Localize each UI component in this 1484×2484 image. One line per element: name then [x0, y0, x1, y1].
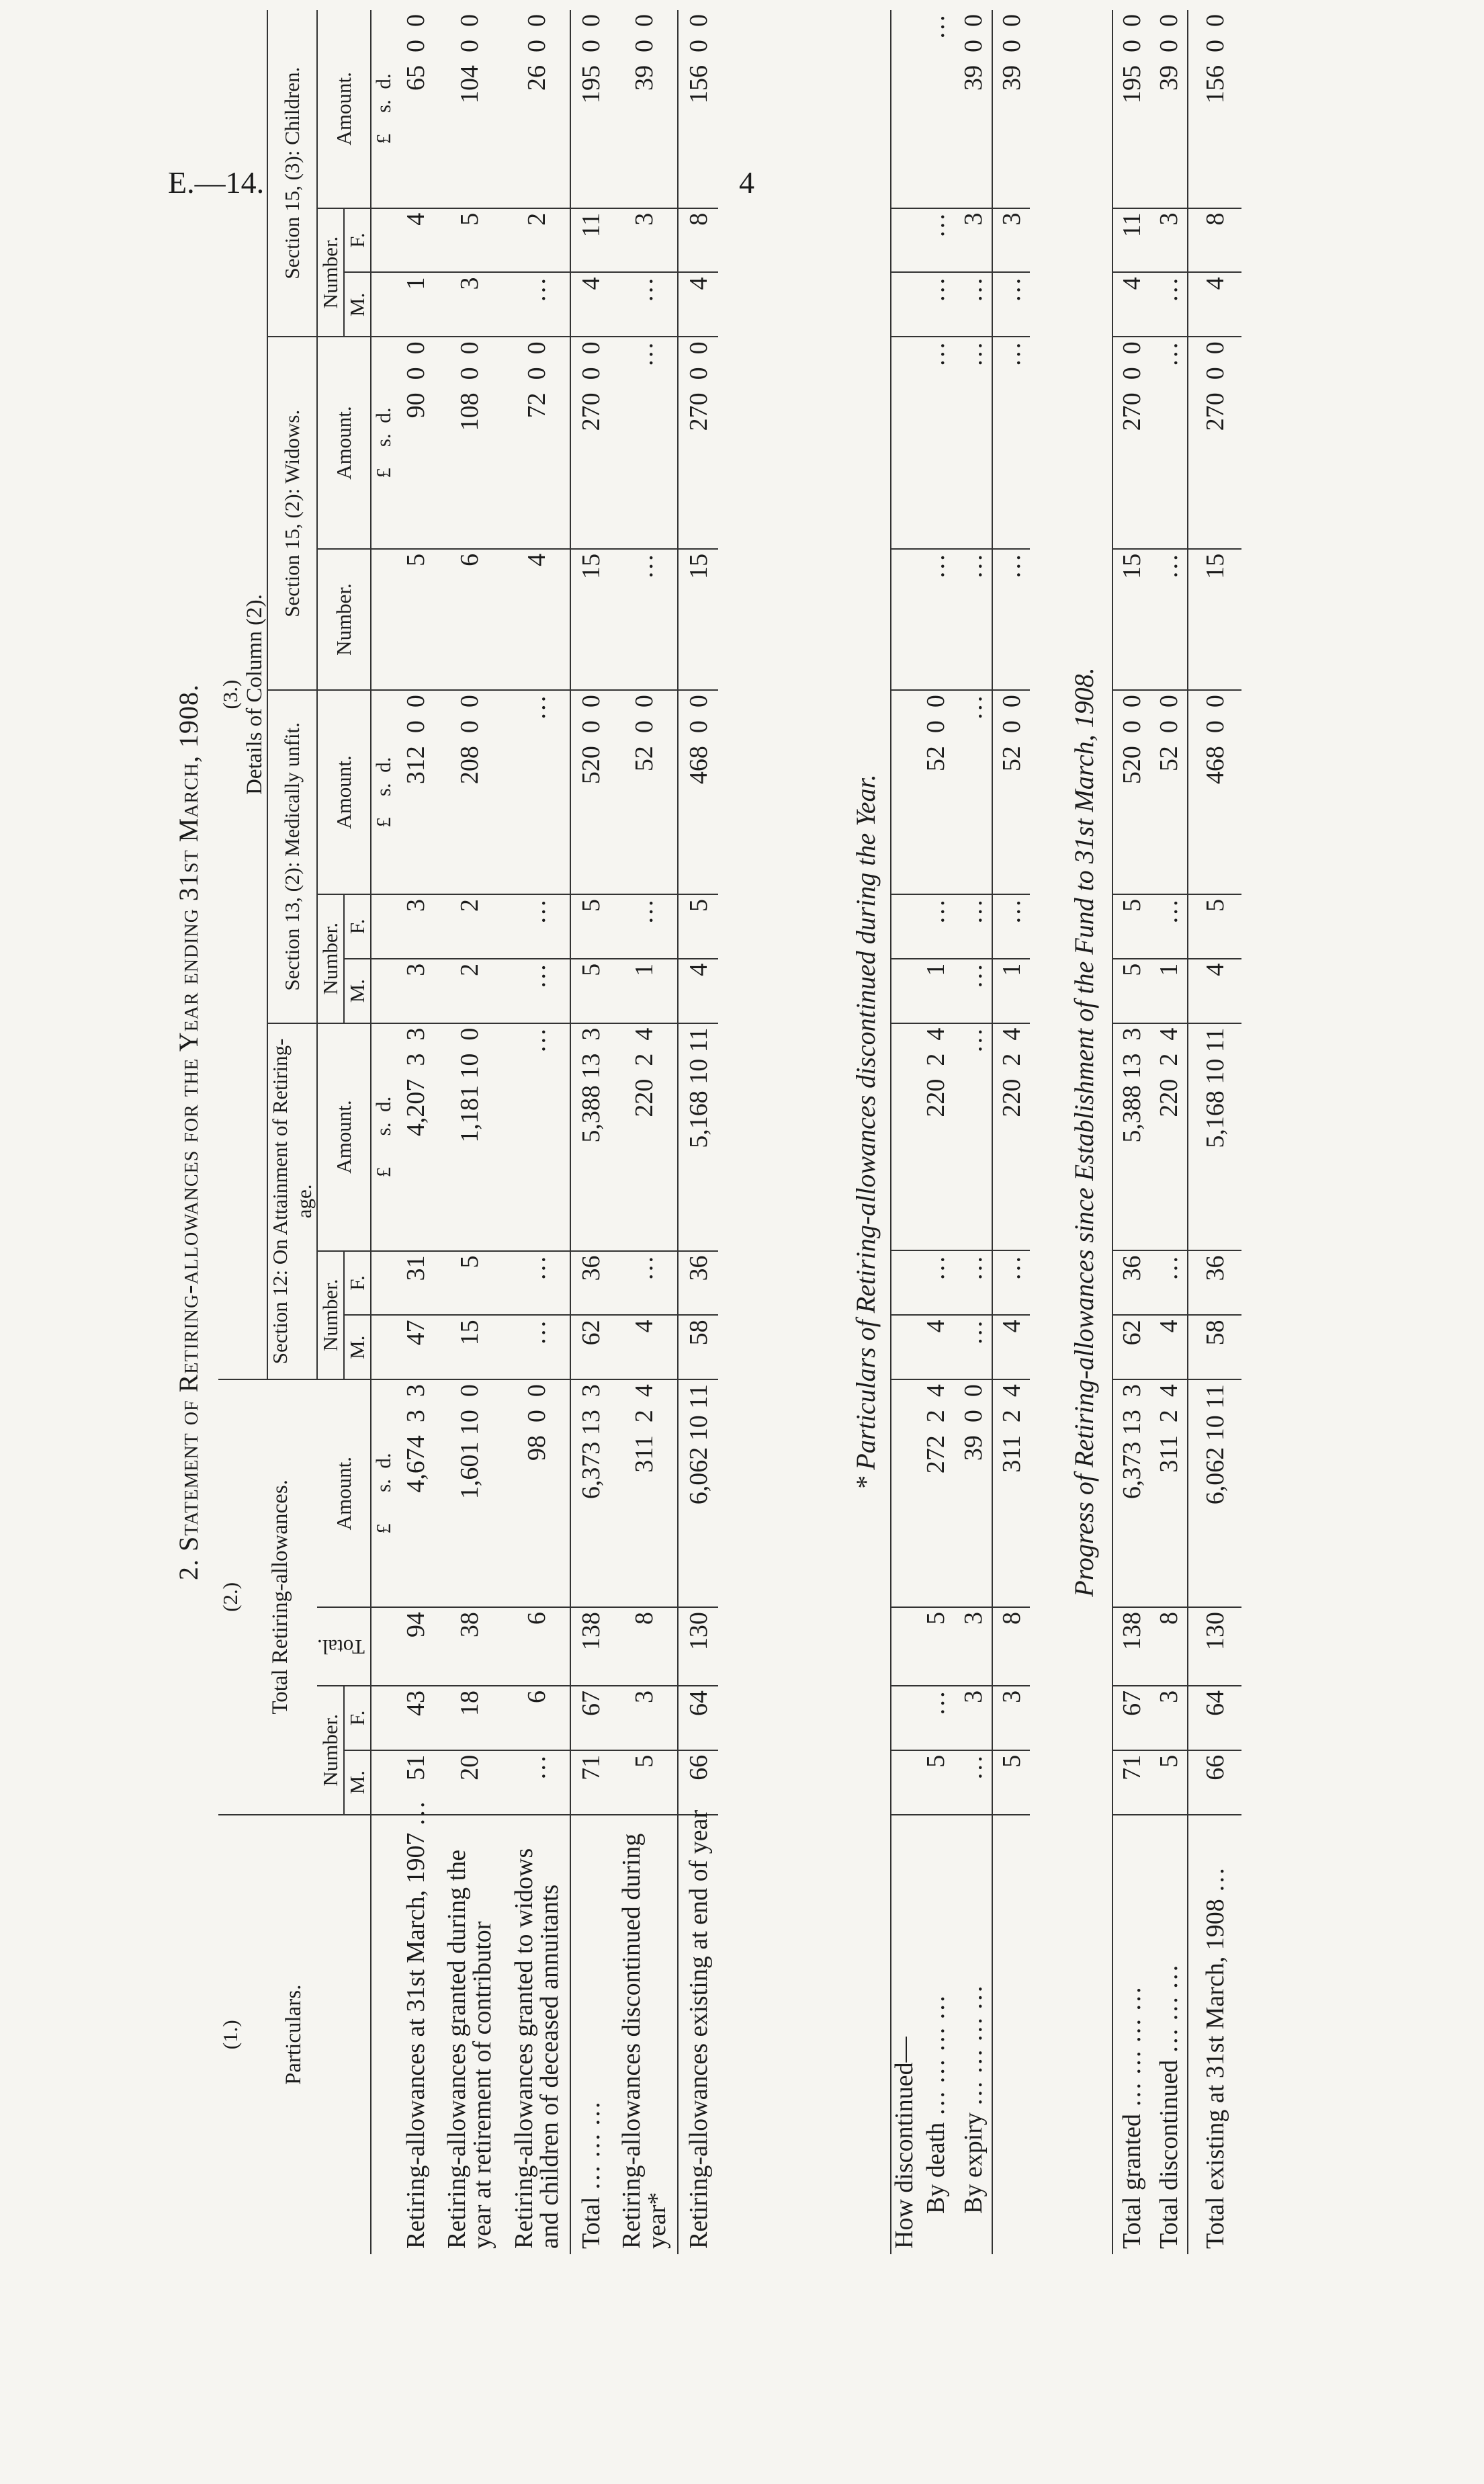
- s12-header: Section 12: On Attainment of Retiring-age.: [267, 1023, 317, 1380]
- cell-tt: 8: [992, 1607, 1030, 1686]
- cell-da: 195 0 0: [1112, 10, 1150, 208]
- cell-ca: 108 0 0: [436, 337, 503, 549]
- total-number-header: Number.: [317, 1686, 344, 1815]
- cell-af: …: [503, 1251, 570, 1316]
- cell-ca: 270 0 0: [570, 337, 611, 549]
- cell-am: 4: [992, 1315, 1030, 1379]
- cell-ca: …: [1150, 337, 1188, 549]
- cell-bm: 2: [436, 959, 503, 1023]
- cell-da: 39 0 0: [959, 14, 988, 91]
- cell-tf: 3: [1150, 1686, 1188, 1750]
- cell-af: …: [611, 1251, 678, 1316]
- cell-dm: 4: [678, 273, 718, 337]
- cell-ba: 208 0 0: [436, 690, 503, 894]
- discontinued-heading: How discontinued—: [891, 1815, 917, 2254]
- cell-cn: …: [917, 549, 955, 690]
- cell-cn: 15: [678, 549, 718, 690]
- cell-ta: 6,373 13 3: [1112, 1379, 1150, 1607]
- cell-aa: 5,168 10 11: [1188, 1023, 1241, 1251]
- s15c-lsd-units: £ s. d.: [372, 73, 396, 144]
- cell-am: 4: [917, 1315, 955, 1379]
- cell-df: 3: [611, 208, 678, 273]
- cell-aa: …: [503, 1023, 570, 1251]
- cell-df: 2: [503, 208, 570, 273]
- cell-af: 31: [396, 1251, 436, 1316]
- cell-da: 39 0 0: [1154, 14, 1183, 91]
- particulars-header: Particulars.: [243, 1815, 344, 2254]
- cell-aa: 1,181 10 0: [436, 1023, 503, 1251]
- cell-bf: …: [992, 894, 1030, 959]
- cell-da: 65 0 0: [402, 14, 431, 91]
- cell-dm: 4: [1112, 272, 1150, 337]
- cell-ba: 52 0 0: [992, 690, 1030, 894]
- cell-ba: 52 0 0: [917, 690, 955, 894]
- statement-number: 2.: [173, 1551, 204, 1580]
- discontinued-table: [890, 10, 1030, 2254]
- cell-bf: 5: [570, 894, 611, 959]
- cell-tm: …: [503, 1750, 570, 1815]
- cell-dm: …: [503, 273, 570, 337]
- cell-da: 195 0 0: [570, 10, 611, 208]
- cell-tf: …: [917, 1686, 955, 1750]
- row-label: By death … … … …: [917, 1815, 955, 2254]
- cell-dm: …: [955, 272, 992, 337]
- cell-ba: 312 0 0: [396, 690, 436, 894]
- row-label: Retiring-allowances at 31st March, 1907 …: [396, 1815, 436, 2254]
- s13-m-header: M.: [344, 959, 371, 1023]
- cell-af: …: [955, 1250, 992, 1315]
- cell-bf: 2: [436, 894, 503, 959]
- table-row: [992, 10, 1030, 2254]
- s15c-m-header: M.: [344, 273, 371, 337]
- cell-da: …: [922, 14, 950, 40]
- s13-number-header: Number.: [317, 894, 344, 1023]
- cell-dm: …: [611, 273, 678, 337]
- cell-aa: …: [955, 1023, 992, 1251]
- cell-ta: 6,062 10 11: [1188, 1379, 1241, 1607]
- cell-ba: 520 0 0: [570, 690, 611, 894]
- cell-tm: 20: [436, 1750, 503, 1815]
- s15w-lsd-units: £ s. d.: [371, 337, 396, 549]
- row-label: [992, 1815, 1030, 2254]
- s13-amount-header: Amount.: [317, 690, 371, 894]
- cell-ta: 6,373 13 3: [570, 1379, 611, 1607]
- cell-dm: …: [917, 272, 955, 337]
- cell-aa: 220 2 4: [992, 1023, 1030, 1251]
- cell-ta: 6,062 10 11: [678, 1379, 718, 1607]
- cell-am: 58: [1188, 1315, 1241, 1379]
- cell-df: 11: [570, 208, 611, 273]
- cell-da: 104 0 0: [455, 14, 484, 103]
- s12-m-header: M.: [344, 1315, 371, 1379]
- cell-da: 156 0 0: [1188, 10, 1241, 208]
- s15w-amount-header: Amount.: [317, 337, 371, 549]
- cell-df: 3: [992, 208, 1030, 273]
- cell-bf: …: [955, 894, 992, 959]
- cell-cn: …: [611, 549, 678, 690]
- particulars-subhead: [344, 1815, 371, 2254]
- cell-am: 4: [611, 1315, 678, 1379]
- cell-af: 36: [678, 1251, 718, 1316]
- cell-ta: 39 0 0: [955, 1379, 992, 1607]
- cell-cn: 15: [570, 549, 611, 690]
- cell-bf: 5: [1112, 894, 1150, 959]
- table-row: [503, 10, 570, 2254]
- row-label: By expiry … … … …: [955, 1815, 992, 2254]
- cell-af: 36: [1188, 1250, 1241, 1315]
- cell-ba: …: [955, 690, 992, 894]
- table-row: [917, 10, 955, 2254]
- cell-ta: 311 2 4: [611, 1379, 678, 1607]
- cell-aa: 5,388 13 3: [1112, 1023, 1150, 1251]
- cell-df: 3: [1150, 208, 1188, 273]
- cell-da: 39 0 0: [629, 14, 658, 91]
- cell-tf: 6: [503, 1686, 570, 1750]
- progress-caption: Progress of Retiring-allowances since Establishment of the Fund to 31st March, 1908.: [1069, 667, 1099, 1597]
- cell-cn: …: [1150, 549, 1188, 690]
- cell-am: …: [955, 1315, 992, 1379]
- row-label: Total existing at 31st March, 1908 …: [1188, 1815, 1241, 2254]
- table-row: [1112, 10, 1150, 2254]
- total-ra-header: Total Retiring-allowances.: [243, 1379, 317, 1814]
- table-row: [1150, 10, 1188, 2254]
- cell-ca: …: [992, 337, 1030, 549]
- col-2-label: (2.): [218, 1379, 243, 1814]
- cell-bm: …: [503, 959, 570, 1023]
- cell-tf: 18: [436, 1686, 503, 1750]
- cell-cn: 4: [503, 549, 570, 690]
- cell-ca: 270 0 0: [1188, 337, 1241, 549]
- cell-tm: 5: [917, 1750, 955, 1815]
- cell-am: 58: [678, 1315, 718, 1379]
- cell-df: 3: [955, 208, 992, 273]
- cell-cn: 15: [1112, 549, 1150, 690]
- cell-cn: …: [955, 549, 992, 690]
- cell-cn: …: [992, 549, 1030, 690]
- rotated-sheet: [171, 10, 1307, 2254]
- table-row: [611, 10, 678, 2254]
- cell-aa: 220 2 4: [611, 1023, 678, 1251]
- s15c-header: Section 15, (3): Children.: [267, 10, 317, 337]
- discontinued-caption: * Particulars of Retiring-allowances discontinued during the Year.: [850, 774, 881, 1490]
- cell-aa: 220 2 4: [917, 1023, 955, 1251]
- cell-am: 62: [1112, 1315, 1150, 1379]
- cell-tm: 71: [1112, 1750, 1150, 1815]
- cell-tm: …: [955, 1750, 992, 1815]
- page-number: 4: [739, 165, 754, 200]
- cell-bf: 5: [1188, 894, 1241, 959]
- row-label: Retiring-allowances granted during the year at retirement of contributor: [436, 1815, 503, 2254]
- main-table: [218, 10, 718, 2254]
- cell-df: 5: [436, 208, 503, 273]
- cell-tt: 3: [955, 1607, 992, 1686]
- s15c-number-header: Number.: [317, 208, 344, 337]
- cell-af: 5: [436, 1251, 503, 1316]
- cell-ta: 272 2 4: [917, 1379, 955, 1607]
- cell-dm: 4: [1188, 272, 1241, 337]
- cell-bm: 1: [611, 959, 678, 1023]
- s12-amount-header: Amount.: [317, 1023, 371, 1251]
- cell-tm: 66: [1188, 1750, 1241, 1815]
- row-label: Total … … …: [570, 1815, 611, 2254]
- cell-tt: 38: [436, 1607, 503, 1686]
- s12-f-header: F.: [344, 1251, 371, 1316]
- cell-tm: 5: [1150, 1750, 1188, 1815]
- cell-tt: 138: [570, 1607, 611, 1686]
- cell-dm: …: [992, 272, 1030, 337]
- cell-df: 11: [1112, 208, 1150, 273]
- cell-tf: 3: [955, 1686, 992, 1750]
- s13-lsd-units: £ s. d.: [371, 690, 396, 894]
- table-row: [678, 10, 718, 2254]
- report-code: E.—14.: [168, 165, 265, 200]
- cell-af: …: [917, 1250, 955, 1315]
- cell-ta: 311 2 4: [992, 1379, 1030, 1607]
- cell-aa: 220 2 4: [1150, 1023, 1188, 1251]
- total-total-header: Total.: [317, 1607, 371, 1686]
- table-row: [436, 10, 503, 2254]
- cell-tm: 5: [611, 1750, 678, 1815]
- cell-da: 156 0 0: [678, 10, 718, 208]
- cell-bm: 4: [678, 959, 718, 1023]
- cell-bf: 3: [396, 894, 436, 959]
- col-3-label: (3.): [218, 679, 242, 710]
- total-amount-header: Amount.: [317, 1379, 371, 1607]
- cell-tf: 3: [992, 1686, 1030, 1750]
- cell-af: …: [992, 1250, 1030, 1315]
- cell-bm: 5: [570, 959, 611, 1023]
- cell-af: 36: [1112, 1250, 1150, 1315]
- cell-tf: 67: [570, 1686, 611, 1750]
- cell-ca: 72 0 0: [503, 337, 570, 549]
- cell-cn: 5: [396, 549, 436, 690]
- cell-tt: 130: [1188, 1607, 1241, 1686]
- cell-bf: …: [611, 894, 678, 959]
- statement-heading: Statement of Retiring-allowances for the Year ending 31st March, 1908.: [173, 684, 204, 1551]
- cell-cn: 15: [1188, 549, 1241, 690]
- progress-table: [1112, 10, 1241, 2254]
- cell-bm: …: [955, 959, 992, 1023]
- cell-bm: 5: [1112, 959, 1150, 1023]
- s15c-f-header: F.: [344, 208, 371, 273]
- cell-tt: 94: [396, 1607, 436, 1686]
- cell-bf: …: [917, 894, 955, 959]
- col-1-label: (1.): [218, 1815, 243, 2254]
- cell-am: 62: [570, 1315, 611, 1379]
- details-header: Details of Column (2).: [243, 10, 267, 1379]
- table-row: [955, 10, 992, 2254]
- row-label: Retiring-allowances existing at end of year: [678, 1815, 718, 2254]
- cell-ta: 4,674 3 3: [396, 1379, 436, 1607]
- cell-af: 36: [570, 1251, 611, 1316]
- s15c-amount-header: Amount.: [317, 10, 371, 208]
- cell-ta: 1,601 10 0: [436, 1379, 503, 1607]
- cell-df: 8: [1188, 208, 1241, 273]
- cell-ba: 468 0 0: [678, 690, 718, 894]
- cell-bf: 5: [678, 894, 718, 959]
- cell-am: 15: [436, 1315, 503, 1379]
- cell-aa: 5,388 13 3: [570, 1023, 611, 1251]
- cell-dm: 3: [436, 273, 503, 337]
- cell-tt: 5: [917, 1607, 955, 1686]
- cell-dm: 4: [570, 273, 611, 337]
- cell-am: 4: [1150, 1315, 1188, 1379]
- cell-tf: 3: [611, 1686, 678, 1750]
- table-row: [396, 10, 436, 2254]
- row-label: Total discontinued … … …: [1150, 1815, 1188, 2254]
- cell-ba: …: [503, 690, 570, 894]
- cell-dm: 1: [396, 273, 436, 337]
- cell-ba: 520 0 0: [1112, 690, 1150, 894]
- cell-tt: 8: [611, 1607, 678, 1686]
- row-label: Retiring-allowances discontinued during year*: [611, 1815, 678, 2254]
- cell-aa: 5,168 10 11: [678, 1023, 718, 1251]
- total-m-header: M.: [344, 1750, 371, 1815]
- row-label: Retiring-allowances granted to widows and children of deceased annuitants: [503, 1815, 570, 2254]
- cell-am: …: [503, 1315, 570, 1379]
- cell-tt: 6: [503, 1607, 570, 1686]
- cell-df: 8: [678, 208, 718, 273]
- table-row: [1188, 10, 1241, 2254]
- cell-da: 39 0 0: [992, 10, 1030, 208]
- cell-tt: 130: [678, 1607, 718, 1686]
- s13-header: Section 13, (2): Medically unfit.: [267, 690, 317, 1023]
- cell-af: …: [1150, 1250, 1188, 1315]
- cell-tt: 8: [1150, 1607, 1188, 1686]
- cell-ca: 270 0 0: [678, 337, 718, 549]
- cell-bm: 3: [396, 959, 436, 1023]
- cell-aa: 4,207 3 3: [396, 1023, 436, 1251]
- s15w-number-header: Number.: [317, 549, 371, 690]
- cell-ba: 52 0 0: [1150, 690, 1188, 894]
- s12-lsd-units: £ s. d.: [371, 1023, 396, 1251]
- cell-tf: 67: [1112, 1686, 1150, 1750]
- cell-ca: 90 0 0: [396, 337, 436, 549]
- cell-am: 47: [396, 1315, 436, 1379]
- cell-df: 4: [396, 208, 436, 273]
- cell-bm: 1: [992, 959, 1030, 1023]
- cell-ca: …: [955, 337, 992, 549]
- cell-bf: …: [1150, 894, 1188, 959]
- total-f-header: F.: [344, 1686, 371, 1750]
- cell-ba: 52 0 0: [611, 690, 678, 894]
- cell-tt: 138: [1112, 1607, 1150, 1686]
- cell-bm: 1: [1150, 959, 1188, 1023]
- cell-ca: 270 0 0: [1112, 337, 1150, 549]
- cell-tf: 43: [396, 1686, 436, 1750]
- total-lsd-units: £ s. d.: [371, 1379, 396, 1607]
- cell-df: …: [917, 208, 955, 273]
- cell-ba: 468 0 0: [1188, 690, 1241, 894]
- cell-bm: 1: [917, 959, 955, 1023]
- cell-tm: 51: [396, 1750, 436, 1815]
- cell-ta: 98 0 0: [503, 1379, 570, 1607]
- cell-ca: …: [611, 337, 678, 549]
- cell-tf: 64: [1188, 1686, 1241, 1750]
- cell-da: 26 0 0: [522, 14, 551, 91]
- cell-cn: 6: [436, 549, 503, 690]
- row-label: Total granted … … … …: [1112, 1815, 1150, 2254]
- cell-tm: 66: [678, 1750, 718, 1815]
- table-row: [570, 10, 611, 2254]
- cell-ca: …: [917, 337, 955, 549]
- cell-dm: …: [1150, 272, 1188, 337]
- cell-bf: …: [503, 894, 570, 959]
- s12-number-header: Number.: [317, 1251, 344, 1380]
- s13-f-header: F.: [344, 894, 371, 959]
- cell-tf: 64: [678, 1686, 718, 1750]
- cell-tm: 71: [570, 1750, 611, 1815]
- cell-bm: 4: [1188, 959, 1241, 1023]
- s15w-header: Section 15, (2): Widows.: [267, 337, 317, 690]
- cell-tm: 5: [992, 1750, 1030, 1815]
- cell-ta: 311 2 4: [1150, 1379, 1188, 1607]
- statement-title: [173, 10, 204, 2254]
